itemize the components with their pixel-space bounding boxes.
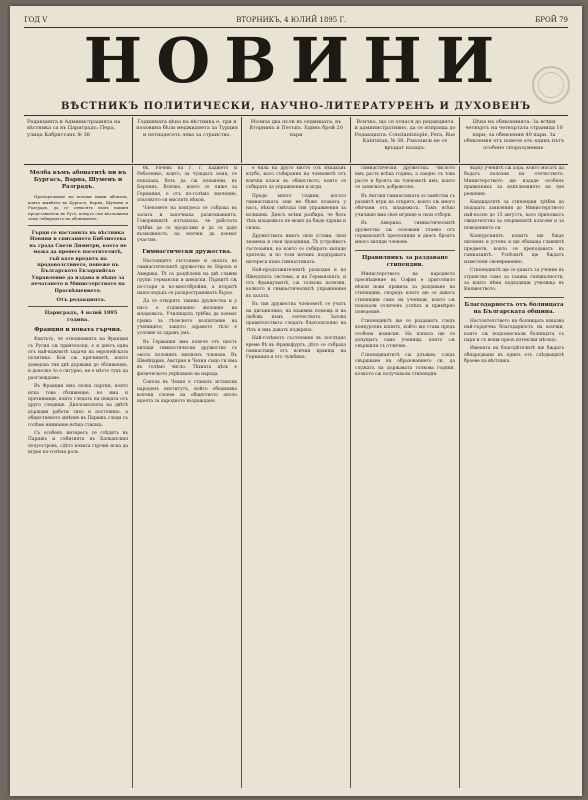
paragraph: Най-продължителнитѣ разходки и на Шведската система, и на Германската, и отъ Французкитѣ, сѫ толкова полезни, колкото и гимнастическитѣ упражнения въ залата. — [246, 268, 346, 299]
masthead-title: НОВИНИ — [83, 24, 509, 97]
issue-label: БРОЙ 79 — [535, 16, 568, 24]
paragraph: Настоятелството на болницата изказва най-сърдечна благодарность на всички, които сѫ подпомогнали болницата съ пари и съ вещи презъ изтеклия мѣсецъ. — [464, 318, 564, 343]
article-heading: Франция и новата гърчия. — [34, 327, 122, 334]
article-heading: Благодарность отъ болницата на Българската община. — [464, 301, 564, 315]
column-4 — [351, 166, 460, 788]
paragraph: Най-голѣмото състезание въ послѣдно време бѣ въ Франкфуртъ, дѣто се събраха гимнастици отъ всички краища на Германия и отъ чужбина. — [246, 336, 346, 361]
paragraph: Кандидатитѣ за стипендии трѣбва да подадатъ заявления до Министерството най-късно до 15 августъ, като приложатъ свидетелства за свършенитѣ класове и за поведението си. — [464, 200, 564, 231]
separator — [355, 250, 455, 251]
paragraph: Министерството на народното просвѣщение въ София е приготвило нѣкои нови правила за раздаване на стипендии, споредъ които ще се даватъ стипендии само на ученици, които сѫ показали отличенъ успѣхъ и примѣрно поведение. — [355, 271, 455, 316]
info-editorial: Редакцията и Администрацията на вѣстника са въ Цариградъ: Пера, улица Кабристанъ № 38 — [24, 117, 133, 163]
column-3 — [242, 166, 351, 788]
article-heading: Правилникъ за раздаване стипендии. — [361, 254, 449, 268]
paragraph: Фактътъ, че отношенията на Франция съ Русия сѫ приятелски, е и днесъ една отъ най-важнитѣ задачи на европейската политика. Кои сѫ причинитѣ, които доведоха тия двѣ държави до сближение, и доколко то е сигурно, не е мѣсто тукъ да разглеждаме. — [28, 337, 128, 381]
paragraph: Стипендиитѣ ще се раздаватъ следъ конкурсенъ изпитъ, който ще става предъ особена комисия. На изпита ще се допущатъ само ученици, които сѫ свършили съ отличие. — [355, 318, 455, 350]
paragraph: Сокола въ Чехия е станалъ истински народенъ институтъ, който обединява всички слоеве на обществото около идеята за народното възраждане. — [137, 380, 237, 405]
separator — [28, 225, 128, 226]
year-label: ГОД V — [24, 16, 48, 24]
paragraph: бѣ. Рачевъ на г. г. Хаджето и Ребаченко, които, за чуждата земя, се показаха, безъ да сѫ поканени, въ Берлинъ. Всичко, което се пише за Германия, е отъ по-голѣмо значение, отколкото си мислятъ нѣкои. — [137, 166, 237, 204]
newspaper-page — [10, 6, 582, 796]
appeal-signature: Отъ редакцията. — [56, 297, 106, 304]
appeal-text: Гърци се настанила въ вѣстника Новини и списанието Библиотека въ града Свети Димитри, което не можа да пренесе посетителитѣ, тъй като вредятъ на продоволствието, понеже въ Българското Екзархийско Управление да издава и нѣщо за печатането в Министерството на Просвѣщението. — [29, 229, 127, 294]
article-heading: Гимнастически дружества. — [142, 248, 232, 255]
paragraph: Въ Англия гимнастиката се замѣства съ разнитѣ игри на открито, които сѫ много обичани отъ младежьта. Тамъ всѣко училище има свое игрище и свои отбори. — [355, 193, 455, 218]
library-stamp — [532, 66, 570, 104]
paragraph: Въ Германия има повече отъ шесть хиляди гимнастически дружества съ около половинъ милионъ членове. Въ Швейцария, Австрия и Чехия също ги има въ голѣмо число. Тѣхната цѣль е физическото укрѣпване на народа. — [137, 339, 237, 377]
notice-heading: Молба къмъ абонатитѣ ни въ Бургасъ, Варна, Шуменъ и Разградъ. — [29, 170, 127, 190]
notice-text: Препоръчваме на всички наши абонати, които живѣятъ въ Бургасъ, Варна, Шуменъ и Разградъ, да се отнасятъ къмъ нашия представитель въ Русе, комуто сме възложили тамъ събирането на абонамента. — [28, 194, 128, 222]
paragraph: Стипендиитѣ ще се даватъ за учение въ странство само за такива специалности, за които нѣма подходящи училища въ Княжеството. — [464, 268, 564, 293]
paragraph: Въ Франция има силна партия, която иска това сближение, но има и противници, които гледатъ на нещата отъ друго гледище. Дипломатията на двѣтѣ държави работи тихо и постоянно, а общественото мнѣние въ Парижъ следи съ голѣмо внимание всѣка стѫпка. — [28, 384, 128, 428]
info-ads: Цѣна на обявленията: За всѣки четвъртъ на четвъртата страница 10 пари; за обявления 40 пари. За обявления отъ повече отъ единъ пътъ особено споразумение. — [463, 119, 565, 151]
paragraph: Да се отворятъ такива дружества и у насъ е отдавнашно желание на младежьта. Училищата трѣбва да вземат грижа за тѣлесното възпитание на учениците, защото здравото тѣло е условие за здравъ умъ. — [137, 299, 237, 337]
paragraph: Имената на благодѣтелитѣ ще бѫдатъ обнародвани въ единъ отъ слѣдващитѣ броеве на вѣстника. — [464, 346, 564, 365]
paragraph: Въ тия дружества членоветѣ се учатъ на дисциплина, на взаимна помощь и на любовь къмъ отечеството. Затова правителствата гледатъ благосклонно на тѣхъ и имъ даватъ подкрепа. — [246, 302, 346, 333]
paragraph: Дружествата иматъ свои устави, свои знамена и свои праздници. Тѣ устройватъ състезания, на които се събиратъ хиляди зрители, и по този начинъ поддържатъ интереса къмъ гимнастиката. — [246, 234, 346, 265]
info-rule-top — [24, 115, 568, 116]
info-rule-bottom — [24, 164, 568, 165]
paragraph: гимнастически дружества. Числото имъ расте всѣка година, а заедно съ това расте и броятъ на членоветѣ имъ, които се записватъ доброволно. — [355, 166, 455, 191]
paragraph: Въ Америка гимнастическитѣ дружества сѫ основани главно отъ германскитѣ преселници и днесъ броятъ много хиляди членове. — [355, 221, 455, 246]
column-1 — [24, 166, 133, 788]
info-bar — [24, 117, 568, 163]
paragraph: Конкурсниятъ изпитъ ще бѫде писменъ и устенъ и ще обхваща главнитѣ предмети, които се преподаватъ въ гимназиитѣ. Успѣлитѣ ще бѫдатъ известени своевременно. — [464, 234, 564, 265]
separator — [464, 297, 564, 298]
paragraph: е била на друго място отъ нѣкакъвъ клубъ, като събирания на членоветѣ отъ всички класи въ обществото, които се събиратъ за упражнения и игри. — [246, 166, 346, 191]
separator — [28, 306, 128, 307]
paragraph: Стипендиантитѣ сѫ длъжни, следъ свършване на образованието си, да служатъ на държавата толкова години, колкото сѫ получавали стипендия. — [355, 352, 455, 377]
info-frequency: Излиза два пъти въ седмицата, въ Вторникъ и Петъкъ. Единъ брой 20 пари — [242, 117, 351, 163]
dateline: Цариградъ, 4 юлий 1895 година. — [44, 310, 118, 323]
article-columns — [24, 166, 568, 788]
date-label: ВТОРНИКЪ, 4 ЮЛИЙ 1895 Г. — [236, 16, 347, 24]
column-2 — [133, 166, 242, 788]
info-prices: Годишната цѣна на вѣстника е: три и половина бѣли меджидиета за Турция и петнадесеть лева за странство. — [133, 117, 242, 163]
info-address: Всичко, що се отнася до редакцията и административно, да се изпраща до Редакцията: Constantinople, Pera, Rue Kabristan, № 38. Ръкописи не се връщат назадъ. — [351, 117, 460, 163]
column-5 — [460, 166, 568, 788]
paragraph: върху ученитѣ сѫ хора, които могатъ да бъдатъ полезни на отечеството. Министерството ще издаде особенъ правилникъ за изпълнението на тия решения. — [464, 166, 564, 197]
paragraph: Съ особенъ интересъ се слѣдятъ въ Парижъ и събитията въ Балканския полуостровъ, гдѣто новата гърчия иска да играе по-голѣма роль. — [28, 430, 128, 456]
masthead-subtitle: ВѢСТНИКЪ ПОЛИТИЧЕСКИ, НАУЧНО-ЛИТЕРАТУРЕНЪ И ДУХОВЕНЪ — [60, 101, 532, 112]
paragraph: Членовете на конгреса се събраха въ залата и започнаха разискванията. Говорившитѣ изтъкнаха, че работата трѣбва да се продължи и да се даде възможность на всички да вземат участие. — [137, 206, 237, 244]
paragraph: Преди много години, когато гимнастиката още не бѣше позната у насъ, нѣкои смѣтаха тия упражнения за излишни. Днесъ всѣки разбира, че безъ тѣхъ младежьта не може да бѫде здрава и силна. — [246, 193, 346, 231]
paragraph: Настоящето състояние и силата на гимнастическитѣ дружества въ Европа и Америка. Тѣ са раздѣлени на двѣ главни групи: германски и шведски. Първитѣ сѫ по-стари и по-многобройни, а вторитѣ напоследъкъ се разпространяватъ бързо. — [137, 258, 237, 296]
